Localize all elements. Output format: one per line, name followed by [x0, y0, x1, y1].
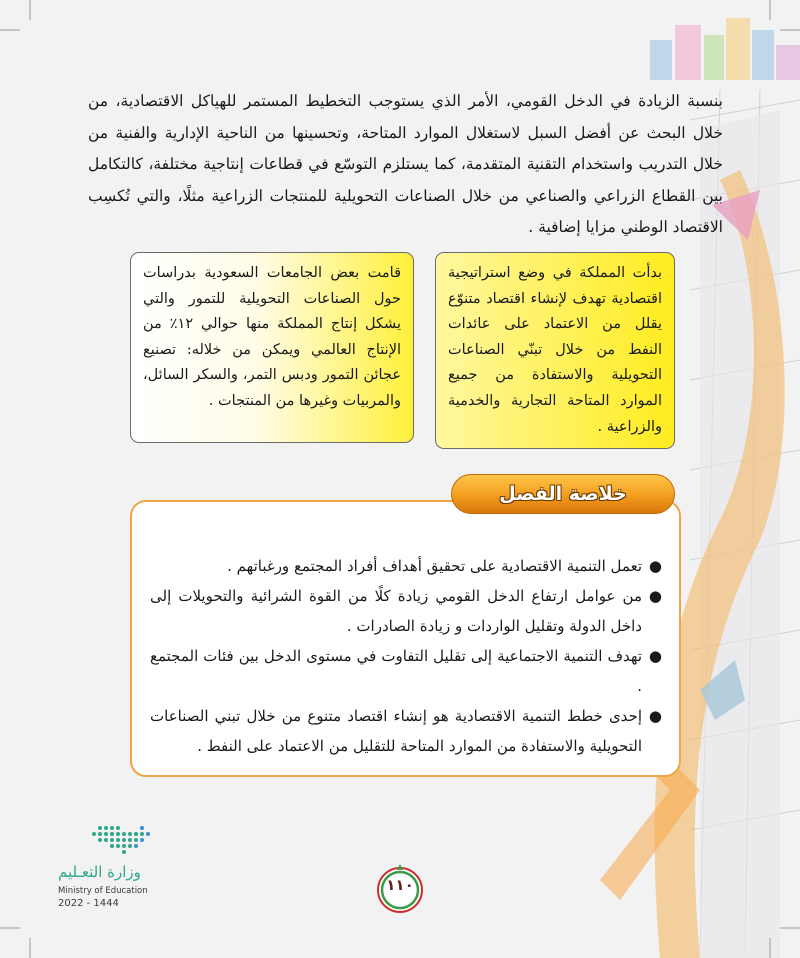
info-box-dates-research-text: قامت بعض الجامعات السعودية بدراسات حول الصناعات التحويلية للتمور والتي يشكل إنتاج المملكة منها حوالي ١٢٪ من الإنتاج العالمي ويمكن من خلاله: تصنيع عجائن التمور ودبس التمر، والسكر السائل، والمربيات وغيرها من المنتجات . [143, 265, 401, 409]
summary-item: ● إحدى خطط التنمية الاقتصادية هو إنشاء اقتصاد متنوع من خلال تبني الصناعات التحويلية والاستفادة من الموارد المتاحة للتقليل من الاعتماد على النفط . [150, 701, 662, 761]
chapter-summary-list [150, 551, 662, 761]
info-box-economic-strategy [435, 252, 675, 449]
ministry-year: 2022 - 1444 [58, 898, 119, 909]
info-box-economic-strategy-text: بدأت المملكة في وضع استراتيجية اقتصادية تهدف لإنشاء اقتصاد متنوّع يقلل من الاعتماد على عائدات النفط من خلال تبنّي الصناعات التحويلية والاستفادة من جميع الموارد المتاحة التجارية والخدمية والزراعية . [448, 265, 662, 435]
bullet-icon: ● [648, 557, 662, 575]
bullet-icon: ● [648, 707, 662, 725]
chapter-summary-header [451, 474, 675, 514]
ministry-name-arabic: وزارة التعـليم [58, 863, 141, 881]
ministry-name-english: Ministry of Education [58, 886, 148, 896]
bullet-icon: ● [648, 647, 662, 665]
intro-paragraph: بنسبة الزيادة في الدخل القومي، الأمر الذي يستوجب التخطيط المستمر للهياكل الاقتصادية، من خلال البحث عن أفضل السبل لاستغلال الموارد المتاحة، وتحسينها من الناحية الإدارية والفنية من خلال التدريب واستخدام التقنية المتقدمة، كما يستلزم التوسّع في قطاعات إنتاجية مختلفة، كالتكامل بين القطاع الزراعي والصناعي من خلال الصناعات التحويلية للمنتجات الزراعية مثلًا، والتي تُكسِب الاقتصاد الوطني مزايا إضافية . [88, 92, 723, 236]
summary-item: ● تهدف التنمية الاجتماعية إلى تقليل التفاوت في مستوى الدخل بين فئات المجتمع . [150, 641, 662, 701]
info-box-dates-research [130, 252, 414, 443]
chapter-summary-title: خلاصة الفصل [499, 483, 627, 505]
bullet-icon: ● [648, 587, 662, 605]
page-number: ١١٠ [386, 876, 414, 894]
summary-item: ● من عوامل ارتفاع الدخل القومي زيادة كلًا من القوة الشرائية والتحويلات إلى داخل الدولة وتقليل الواردات و زيادة الصادرات . [150, 581, 662, 641]
summary-item: ● تعمل التنمية الاقتصادية على تحقيق أهداف أفراد المجتمع ورغباتهم . [150, 551, 662, 581]
